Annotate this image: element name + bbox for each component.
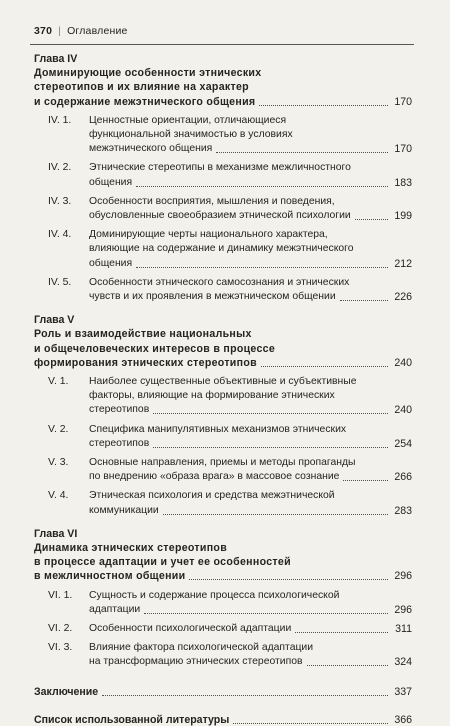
section-title-line: чувств и их проявления в межэтническом общении xyxy=(89,291,336,302)
section-title-line: Влияние фактора психологической адаптации xyxy=(89,642,314,654)
section-title-line: коммуникации xyxy=(89,504,159,516)
dot-leader xyxy=(163,514,388,515)
dot-leader xyxy=(355,219,388,220)
section-title-line: Сущность и содержание процесса психологической xyxy=(89,589,340,601)
section-title-line: по внедрению «образа врага» в массовое сознание xyxy=(89,471,340,483)
dot-leader xyxy=(340,300,388,301)
section-page-number: 199 xyxy=(394,210,412,222)
dot-leader xyxy=(189,579,388,580)
chapter-title-line: и содержание межэтнического общения xyxy=(34,95,256,108)
section-page-number: 226 xyxy=(394,291,412,303)
dot-leader xyxy=(144,613,388,614)
dot-leader xyxy=(307,665,388,666)
section-page-number: 254 xyxy=(394,437,412,450)
chapter-page-number: 170 xyxy=(394,95,412,108)
section-title-line: общения xyxy=(89,257,133,269)
section-number: V. 2. xyxy=(48,423,69,435)
section-title-line: межэтнического общения xyxy=(89,143,213,155)
section-page-number: 283 xyxy=(394,504,412,517)
page-number: 370 xyxy=(34,25,53,37)
section-title-line: Наиболее существенные объективные и субъективные xyxy=(89,376,357,387)
back-matter-page-number: 366 xyxy=(394,713,412,726)
section-page-number: 183 xyxy=(394,176,412,189)
section-title-line: Ценностные ориентации, отличающиеся xyxy=(89,114,287,126)
section-title-line: на трансформацию этнических стереотипов xyxy=(89,656,303,668)
section-number: V. 4. xyxy=(48,490,69,502)
chapter-page-number: 296 xyxy=(394,570,412,583)
dot-leader xyxy=(259,105,388,106)
dot-leader xyxy=(136,267,388,268)
chapter-label: Глава VI xyxy=(34,527,78,540)
section-page-number: 311 xyxy=(395,623,412,635)
back-matter-title: Список использованной литературы xyxy=(34,713,230,726)
dot-leader xyxy=(295,632,388,633)
dot-leader xyxy=(153,447,388,448)
section-number: IV. 5. xyxy=(48,276,72,288)
section-page-number: 240 xyxy=(394,404,412,417)
section-number: IV. 4. xyxy=(48,229,72,241)
section-number: V. 1. xyxy=(48,376,69,387)
section-title-line: Специфика манипулятивных механизмов этнических xyxy=(89,423,347,435)
dot-leader xyxy=(102,695,388,696)
chapter-label: Глава IV xyxy=(34,53,78,65)
section-title-line: стереотипов xyxy=(89,437,150,449)
section-number: VI. 3. xyxy=(48,642,73,654)
dot-leader xyxy=(261,366,388,367)
header-separator: | xyxy=(58,25,62,37)
section-page-number: 296 xyxy=(394,603,412,616)
section-title-line: факторы, влияющие на формирование этнических xyxy=(89,390,335,402)
section-title-line: Особенности психологической адаптации xyxy=(89,623,292,634)
section-title-line: функциональной значимостью в условиях xyxy=(89,129,293,140)
section-number: IV. 2. xyxy=(48,162,72,174)
section-number: IV. 3. xyxy=(48,195,72,207)
section-title-line: Доминирующие черты национального характера, xyxy=(89,229,328,241)
section-number: IV. 1. xyxy=(48,114,72,126)
section-title-line: влияющие на содержание и динамику межэтнического xyxy=(89,243,354,255)
section-title-line: Особенности этнического самосознания и этнических xyxy=(89,276,350,288)
chapter-title-line: и общечеловеческих интересов в процессе xyxy=(34,342,276,355)
section-number: VI. 1. xyxy=(48,589,73,601)
dot-leader xyxy=(216,152,388,153)
section-page-number: 266 xyxy=(394,471,412,484)
section-title-line: стереотипов xyxy=(89,404,150,416)
section-title-line: Этническая психология и средства межэтнической xyxy=(89,490,335,502)
dot-leader xyxy=(136,186,388,187)
section-title-line: Этнические стереотипы в механизме межличностного xyxy=(89,162,351,174)
chapter-title-line: Роль и взаимодействие национальных xyxy=(34,328,252,341)
chapter-title-line: Доминирующие особенности этнических xyxy=(34,67,262,80)
chapter-title-line: в межличностном общении xyxy=(34,570,186,583)
section-page-number: 324 xyxy=(394,656,412,669)
section-title-line: Основные направления, приемы и методы пропаганды xyxy=(89,457,356,468)
back-matter-title: Заключение xyxy=(34,685,99,698)
chapter-page-number: 240 xyxy=(394,356,412,369)
section-title-line: обусловленные своеобразием этнической психологии xyxy=(89,210,351,221)
section-title-line: общения xyxy=(89,176,133,188)
section-title-line: адаптации xyxy=(89,603,141,615)
header-rule xyxy=(30,44,414,45)
chapter-title-line: Динамика этнических стереотипов xyxy=(34,542,228,554)
chapter-title-line: стереотипов и их влияние на характер xyxy=(34,81,249,94)
chapter-label: Глава V xyxy=(34,314,75,327)
section-number: VI. 2. xyxy=(48,623,73,634)
section-number: V. 3. xyxy=(48,457,69,468)
section-page-number: 170 xyxy=(394,143,412,156)
dot-leader xyxy=(153,413,388,414)
back-matter-page-number: 337 xyxy=(394,685,412,698)
dot-leader xyxy=(343,480,388,481)
chapter-title-line: формирования этнических стереотипов xyxy=(34,356,257,369)
section-title-line: Особенности восприятия, мышления и поведения, xyxy=(89,195,335,207)
running-header xyxy=(34,25,128,37)
section-page-number: 212 xyxy=(394,257,412,270)
dot-leader xyxy=(233,723,388,724)
chapter-title-line: в процессе адаптации и учет ее особенностей xyxy=(34,556,291,569)
header-section-title: Оглавление xyxy=(67,25,128,37)
